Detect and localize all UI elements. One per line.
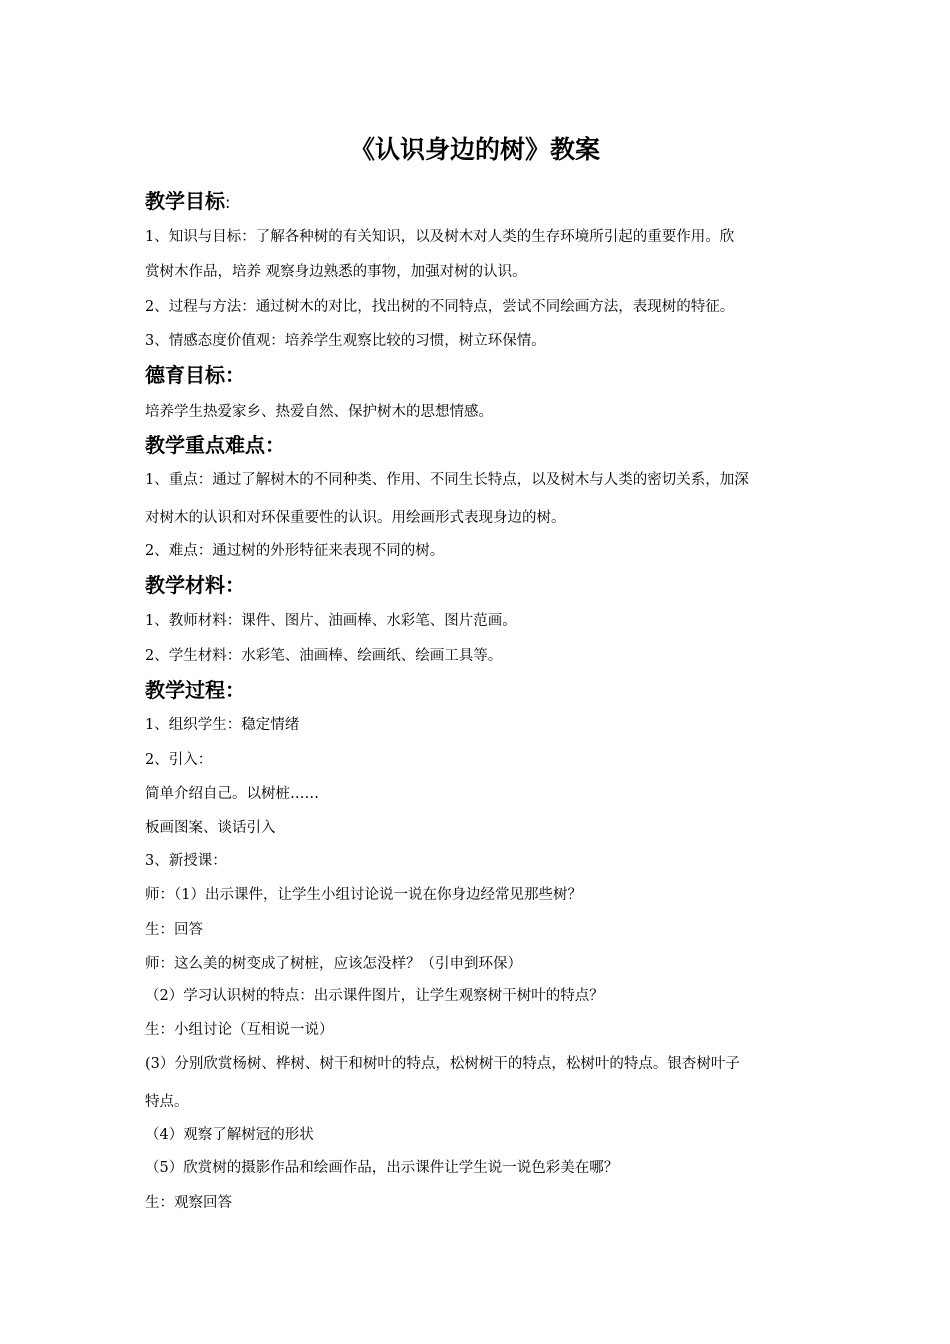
moral-heading: 德育目标： xyxy=(145,363,245,387)
objectives-line-2: 赏树木作品，培养 观察身边熟悉的事物，加强对树的认识。 xyxy=(145,264,527,280)
process-heading: 教学过程： xyxy=(145,678,245,702)
process-line-9: （2）学习认识树的特点：出示课件图片，让学生观察树干树叶的特点？ xyxy=(145,988,604,1004)
process-line-15: 生：观察回答 xyxy=(145,1195,232,1211)
process-line-7: 生：回答 xyxy=(145,922,203,938)
materials-line-1: 1、教师材料：课件、图片、油画棒、水彩笔、图片范画。 xyxy=(145,613,517,629)
materials-heading: 教学材料： xyxy=(145,573,245,597)
key-points-line-3: 2、难点：通过树的外形特征来表现不同的树。 xyxy=(145,543,445,559)
objectives-line-4: 3、情感态度价值观：培养学生观察比较的习惯，树立环保情。 xyxy=(145,333,546,349)
process-line-13: （4）观察了解树冠的形状 xyxy=(145,1127,314,1143)
process-line-5: 3、新授课： xyxy=(145,853,227,869)
key-points-line-2: 对树木的认识和对环保重要性的认识。用绘画形式表现身边的树。 xyxy=(145,510,566,526)
process-line-2: 2、引入： xyxy=(145,752,213,768)
materials-line-2: 2、学生材料：水彩笔、油画棒、绘画纸、绘画工具等。 xyxy=(145,648,503,664)
process-line-6: 师：（1）出示课件，让学生小组讨论说一说在你身边经常见那些树？ xyxy=(145,887,582,903)
page-title: 《认识身边的树》教案 xyxy=(349,135,600,164)
process-line-3: 简单介绍自己。以树桩…… xyxy=(145,786,319,802)
objectives-heading-colon: : xyxy=(225,193,231,212)
objectives-line-1: 1、知识与目标：了解各种树的有关知识，以及树木对人类的生存环境所引起的重要作用。欣 xyxy=(145,229,735,245)
process-line-8: 师：这么美的树变成了树桩，应该怎没样？（引申到环保） xyxy=(145,956,522,972)
objectives-heading xyxy=(145,188,230,216)
process-line-10: 生：小组讨论（互相说一说） xyxy=(145,1022,334,1038)
process-line-12: 特点。 xyxy=(145,1094,189,1110)
process-line-11: (3）分别欣赏杨树、桦树、树干和树叶的特点，松树树干的特点，松树叶的特点。银杏树叶子 xyxy=(145,1056,740,1072)
key-points-heading: 教学重点难点： xyxy=(145,433,285,457)
process-line-1: 1、组织学生：稳定情绪 xyxy=(145,717,300,733)
process-line-4: 板画图案、谈话引入 xyxy=(145,820,276,836)
objectives-line-3: 2、过程与方法：通过树木的对比，找出树的不同特点，尝试不同绘画方法，表现树的特征。 xyxy=(145,299,735,315)
objectives-heading-text: 教学目标 xyxy=(145,189,225,213)
key-points-line-1: 1、重点：通过了解树木的不同种类、作用、不同生长特点，以及树木与人类的密切关系，加深 xyxy=(145,472,749,488)
process-line-14: （5）欣赏树的摄影作品和绘画作品，出示课件让学生说一说色彩美在哪？ xyxy=(145,1160,619,1176)
moral-line-1: 培养学生热爱家乡、热爱自然、保护树木的思想情感。 xyxy=(145,404,493,420)
